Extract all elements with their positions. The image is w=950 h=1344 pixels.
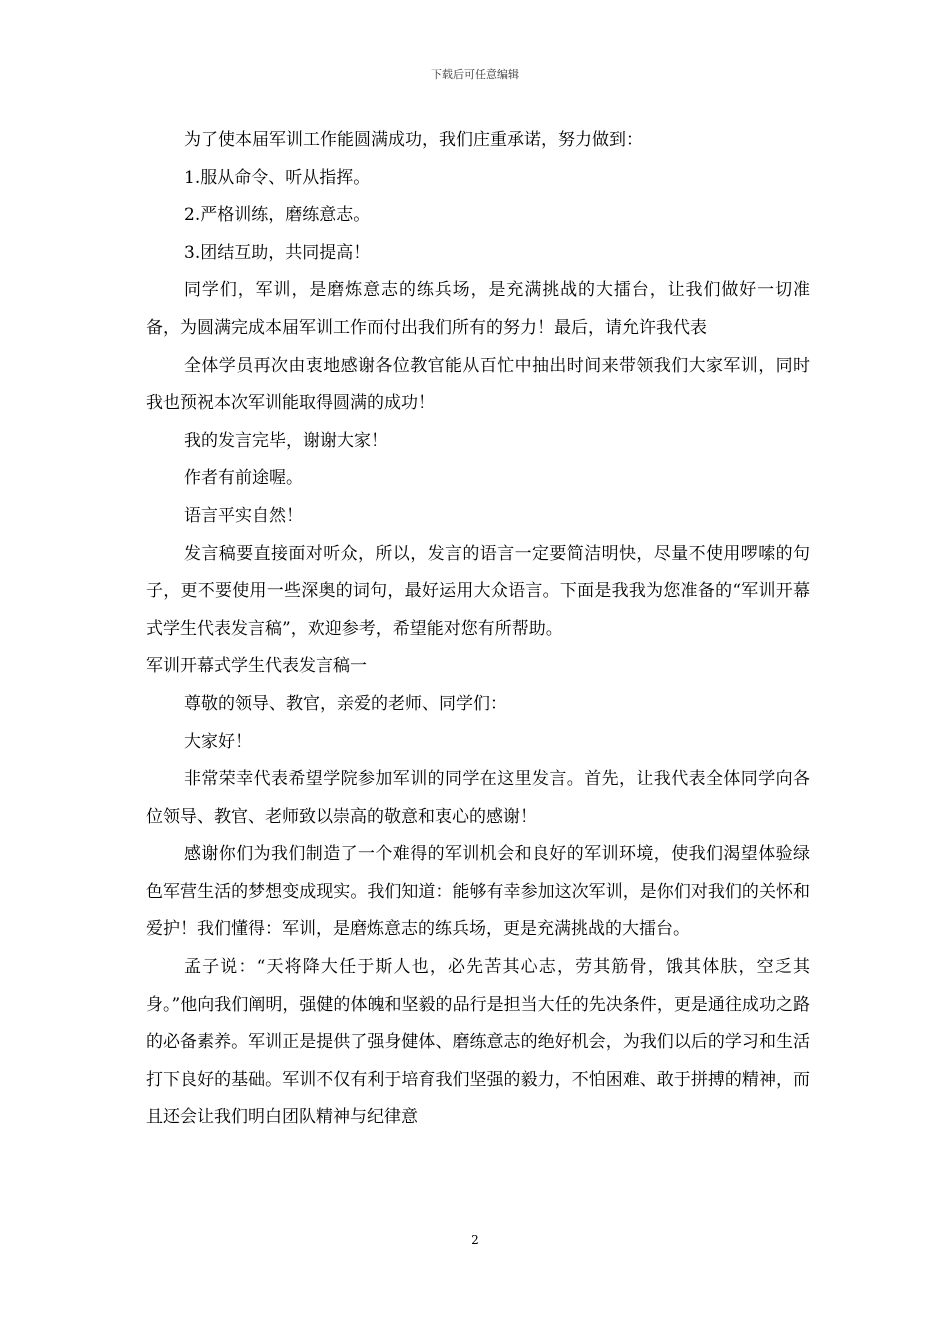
paragraph: 全体学员再次由衷地感谢各位教官能从百忙中抽出时间来带领我们大家军训，同时我也预祝本次军训能取得圆满的成功！ — [146, 355, 810, 414]
paragraph: 非常荣幸代表希望学院参加军训的同学在这里发言。首先，让我代表全体同学向各位领导、教官、老师致以崇高的敬意和衷心的感谢！ — [146, 769, 810, 827]
page-header: 下载后可任意编辑 — [431, 68, 519, 81]
document-body — [146, 122, 810, 1137]
paragraph: 同学们，军训，是磨炼意志的练兵场，是充满挑战的大擂台，让我们做好一切准备，为圆满完成本届军训工作而付出我们所有的努力！最后，请允许我代表 — [146, 280, 810, 338]
page-number: 2 — [471, 1233, 479, 1247]
list-item: 1.服从命令、听从指挥。 — [184, 167, 371, 188]
section-title: 军训开幕式学生代表发言稿一 — [146, 656, 367, 677]
salutation: 尊敬的领导、教官，亲爱的老师、同学们： — [184, 693, 507, 714]
list-item: 3.团结互助，共同提高！ — [184, 242, 371, 263]
paragraph: 我的发言完毕，谢谢大家！ — [184, 430, 388, 451]
paragraph: 作者有前途喔。 — [184, 468, 303, 489]
paragraph: 发言稿要直接面对听众，所以，发言的语言一定要简洁明快，尽量不使用啰嗦的句子，更不要使用一些深奥的词句，最好运用大众语言。下面是我我为您准备的“军训开幕式学生代表发言稿”，欢迎参考，希望能对您有所帮助。 — [146, 543, 810, 639]
paragraph: 语言平实自然！ — [184, 505, 303, 526]
paragraph: 孟子说：“天将降大任于斯人也，必先苦其心志，劳其筋骨，饿其体肤，空乏其身。”他向我们阐明，强健的体魄和坚毅的品行是担当大任的先决条件，更是通往成功之路的必备素养。军训正是提供了强身健体、磨练意志的绝好机会，为我们以后的学习和生活打下良好的基础。军训不仅有利于培育我们坚强的毅力，不怕困难、敢于拼搏的精神，而且还会让我们明白团队精神与纪律意 — [146, 957, 810, 1128]
paragraph: 为了使本届军训工作能圆满成功，我们庄重承诺，努力做到： — [184, 130, 643, 150]
greeting: 大家好！ — [184, 731, 252, 752]
list-item: 2.严格训练，磨练意志。 — [184, 205, 371, 226]
paragraph: 感谢你们为我们制造了一个难得的军训机会和良好的军训环境，使我们渴望体验绿色军营生活的梦想变成现实。我们知道：能够有幸参加这次军训，是你们对我们的关怀和爱护！我们懂得：军训，是磨炼意志的练兵场，更是充满挑战的大擂台。 — [146, 844, 810, 940]
